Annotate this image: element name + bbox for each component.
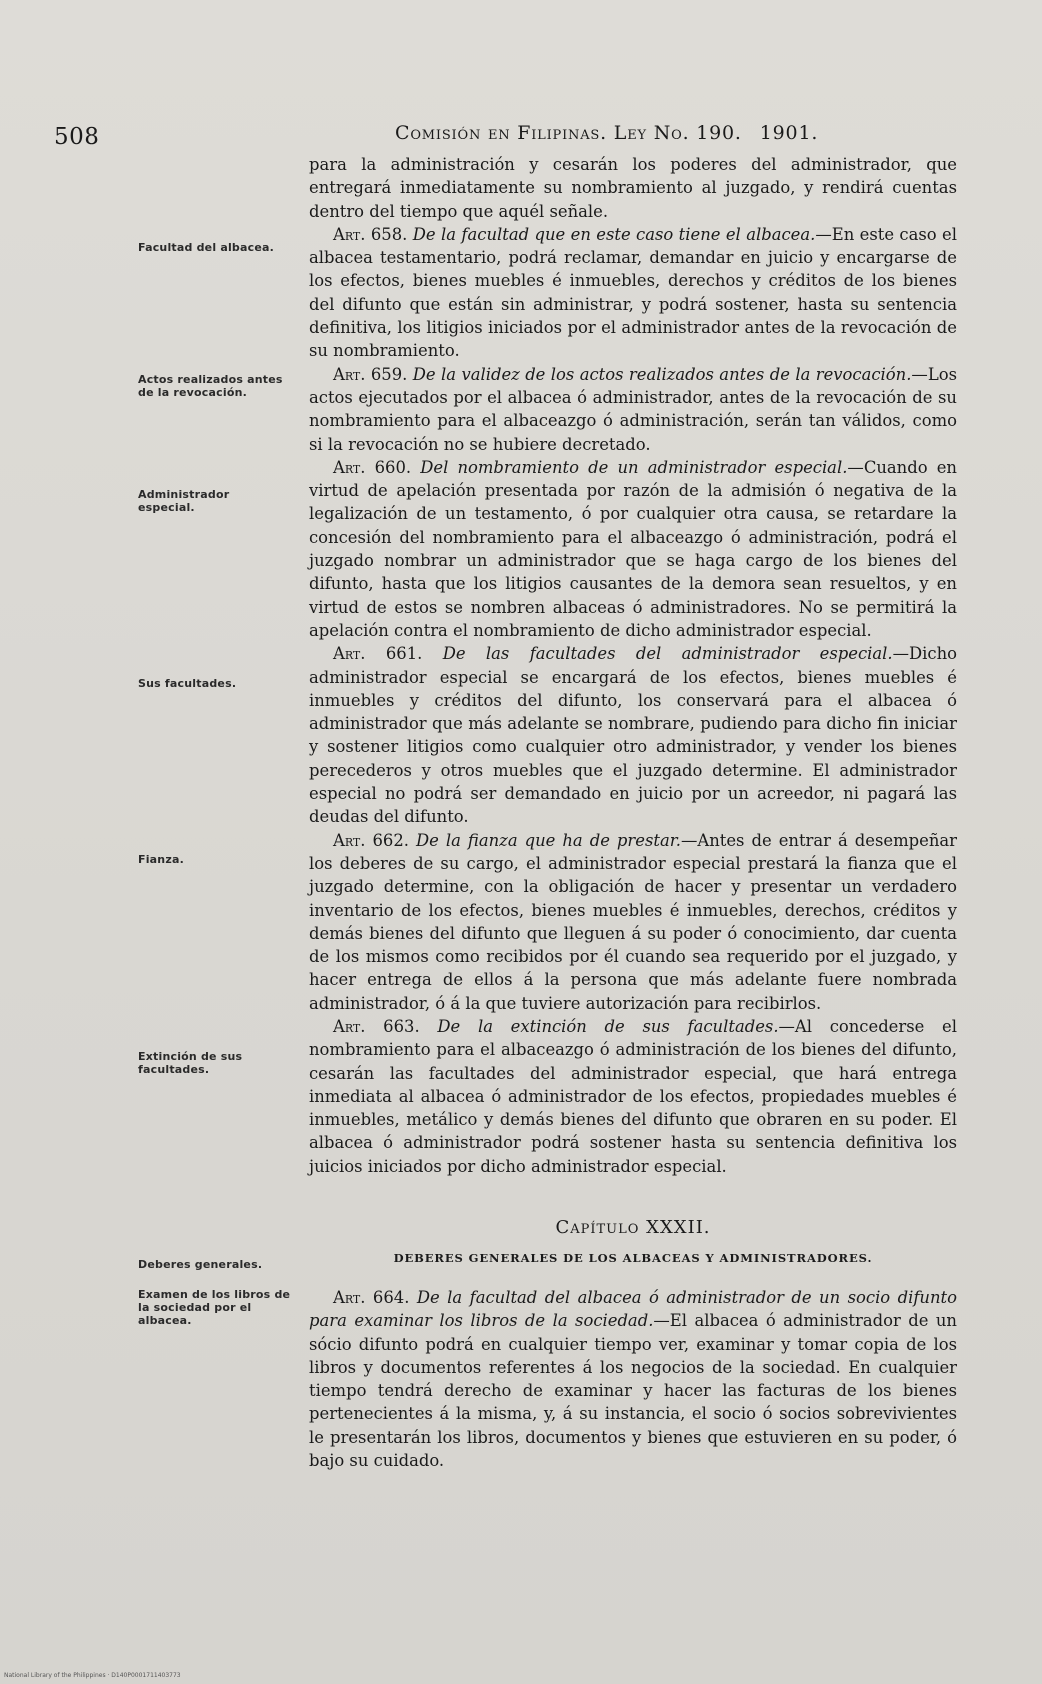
article-661 [309,642,957,828]
margin-note-sus-facultades: Sus facultades. [138,677,237,690]
article-label: Art. 663. [333,1016,420,1036]
article-label: Art. 660. [333,457,412,477]
margin-note-administrador: Administrador especial. [138,488,230,514]
article-664 [309,1286,957,1472]
article-label: Art. 658. [333,224,408,244]
article-title: De la validez de los actos realizados antes de la revocación. [412,364,912,384]
article-label: Art. 662. [333,830,409,850]
margin-note-fianza: Fianza. [138,853,184,866]
article-text: —Cuando en virtud de apelación presentada por razón de la admisión ó negativa de la legalización de un testamento, ó por cualquier otra causa, se retardare la concesión del nombramiento para el albaceazgo ó administración, podrá el juzgado nombrar un administrador que se haga cargo de los bienes del difunto, hasta que los litigios causantes de la demora sean resueltos, y en virtud de estos se nombren albaceas ó administradores. No se permitirá la apelación contra el nombramiento de dicho administrador especial. [309,457,957,640]
article-text: —Dicho administrador especial se encargará de los efectos, bienes muebles é inmuebles y créditos del difunto, los conservará para el albacea ó administrador que más adelante se nombrare, pudiendo para dicho fin iniciar y sostener litigios como cualquier otro administrador, y vender los bienes perecederos y otros muebles que el juzgado determine. El administrador especial no podrá ser demandado en juicio por un acreedor, ni pagará las deudas del difunto. [309,644,957,827]
page-number: 508 [54,124,100,150]
margin-note-deberes: Deberes generales. [138,1258,263,1271]
margin-note-examen: Examen de los libros de la sociedad por el albacea. [138,1288,291,1327]
article-text: —En este caso el albacea testamentario, podrá reclamar, demandar en juicio y encargarse de los efectos, bienes muebles é inmuebles, derechos y créditos de los bienes del difunto que están sin administrar, y podrá sostener, hasta su sentencia definitiva, los litigios iniciados por el administrador antes de la revocación de su nombramiento. [309,224,958,361]
article-text: —Al concederse el nombramiento para el albaceazgo ó administración de los bienes del difunto, cesarán las facultades del administrador especial, que hará entrega inmediata al albacea ó administrador de los efectos, propiedades muebles é inmuebles, metálico y demás bienes del difunto que obraren en su poder. El albacea ó administrador podrá sostener hasta su sentencia definitiva los juicios iniciados por dicho administrador especial. [309,1016,957,1176]
running-head [395,122,818,144]
article-text: —Los actos ejecutados por el albacea ó administrador, antes de la revocación de su nombramiento para el albaceazgo ó administración, serán tan válidos, como si la revocación no se hubiere decretado. [309,364,957,454]
article-660 [309,456,957,642]
footer-credit: National Library of the Philippines · D140P0001711403773 [4,1672,181,1679]
running-year: 1901. [759,122,819,144]
article-label: Art. 661. [333,644,423,664]
article-title: De las facultades del administrador especial. [442,644,893,664]
article-title: De la extinción de sus facultades. [437,1016,779,1036]
article-text: —Antes de entrar á desempeñar los deberes de su cargo, el administrador especial prestará la fianza que el juzgado determine, con la obligación de hacer y presentar un verdadero inventario de los efectos, bienes muebles é inmuebles, derechos, créditos y demás bienes del difunto que lleguen á su poder ó conocimiento, dar cuenta de los mismos como recibidos por él cuando sea requerido por el juzgado, y hacer entrega de ellos á la persona que más adelante fuere nombrada administrador, ó á la que tuviere autorización para recibirlos. [309,830,957,1013]
article-text: —El albacea ó administrador de un sócio difunto podrá en cualquier tiempo ver, examinar y tomar copia de los libros y documentos referentes á los negocios de la sociedad. En cualquier tiempo tendrá derecho de examinar y hacer las facturas de los bienes pertenecientes á la misma, y, á su instancia, el socio ó socios sobrevivientes le presentarán los libros, documentos y bienes que estuvieren en su poder, ó bajo su cuidado. [309,1311,957,1471]
article-658 [309,223,957,363]
chapter-heading: Capítulo XXXII. [555,1217,711,1238]
margin-note-facultad: Facultad del albacea. [138,241,275,254]
article-662 [309,829,957,1015]
article-663 [309,1015,957,1178]
margin-note-actos: Actos realizados antes de la revocación. [138,373,283,399]
article-title: De la facultad que en este caso tiene el albacea. [412,224,816,244]
article-title: De la facultad del albacea ó administrador de un socio difunto para examinar los libros de la sociedad. [309,1288,957,1331]
body-text-upper [309,153,957,1178]
chapter-subheading: DEBERES GENERALES DE LOS ALBACEAS Y ADMINISTRADORES. [393,1251,873,1265]
continuation-paragraph: para la administración y cesarán los poderes del administrador, que entregará inmediatamente su nombramiento al juzgado, y rendirá cuentas dentro del tiempo que aquél señale. [309,155,957,221]
article-659 [309,363,957,456]
article-title: Del nombramiento de un administrador especial. [420,457,848,477]
article-label: Art. 659. [333,364,408,384]
running-title: Comisión en Filipinas. Ley No. 190. [395,122,742,144]
article-title: De la fianza que ha de prestar. [416,830,681,850]
article-label: Art. 664. [333,1288,410,1307]
body-text-lower [309,1286,957,1472]
margin-note-extincion: Extinción de sus facultades. [138,1050,243,1076]
